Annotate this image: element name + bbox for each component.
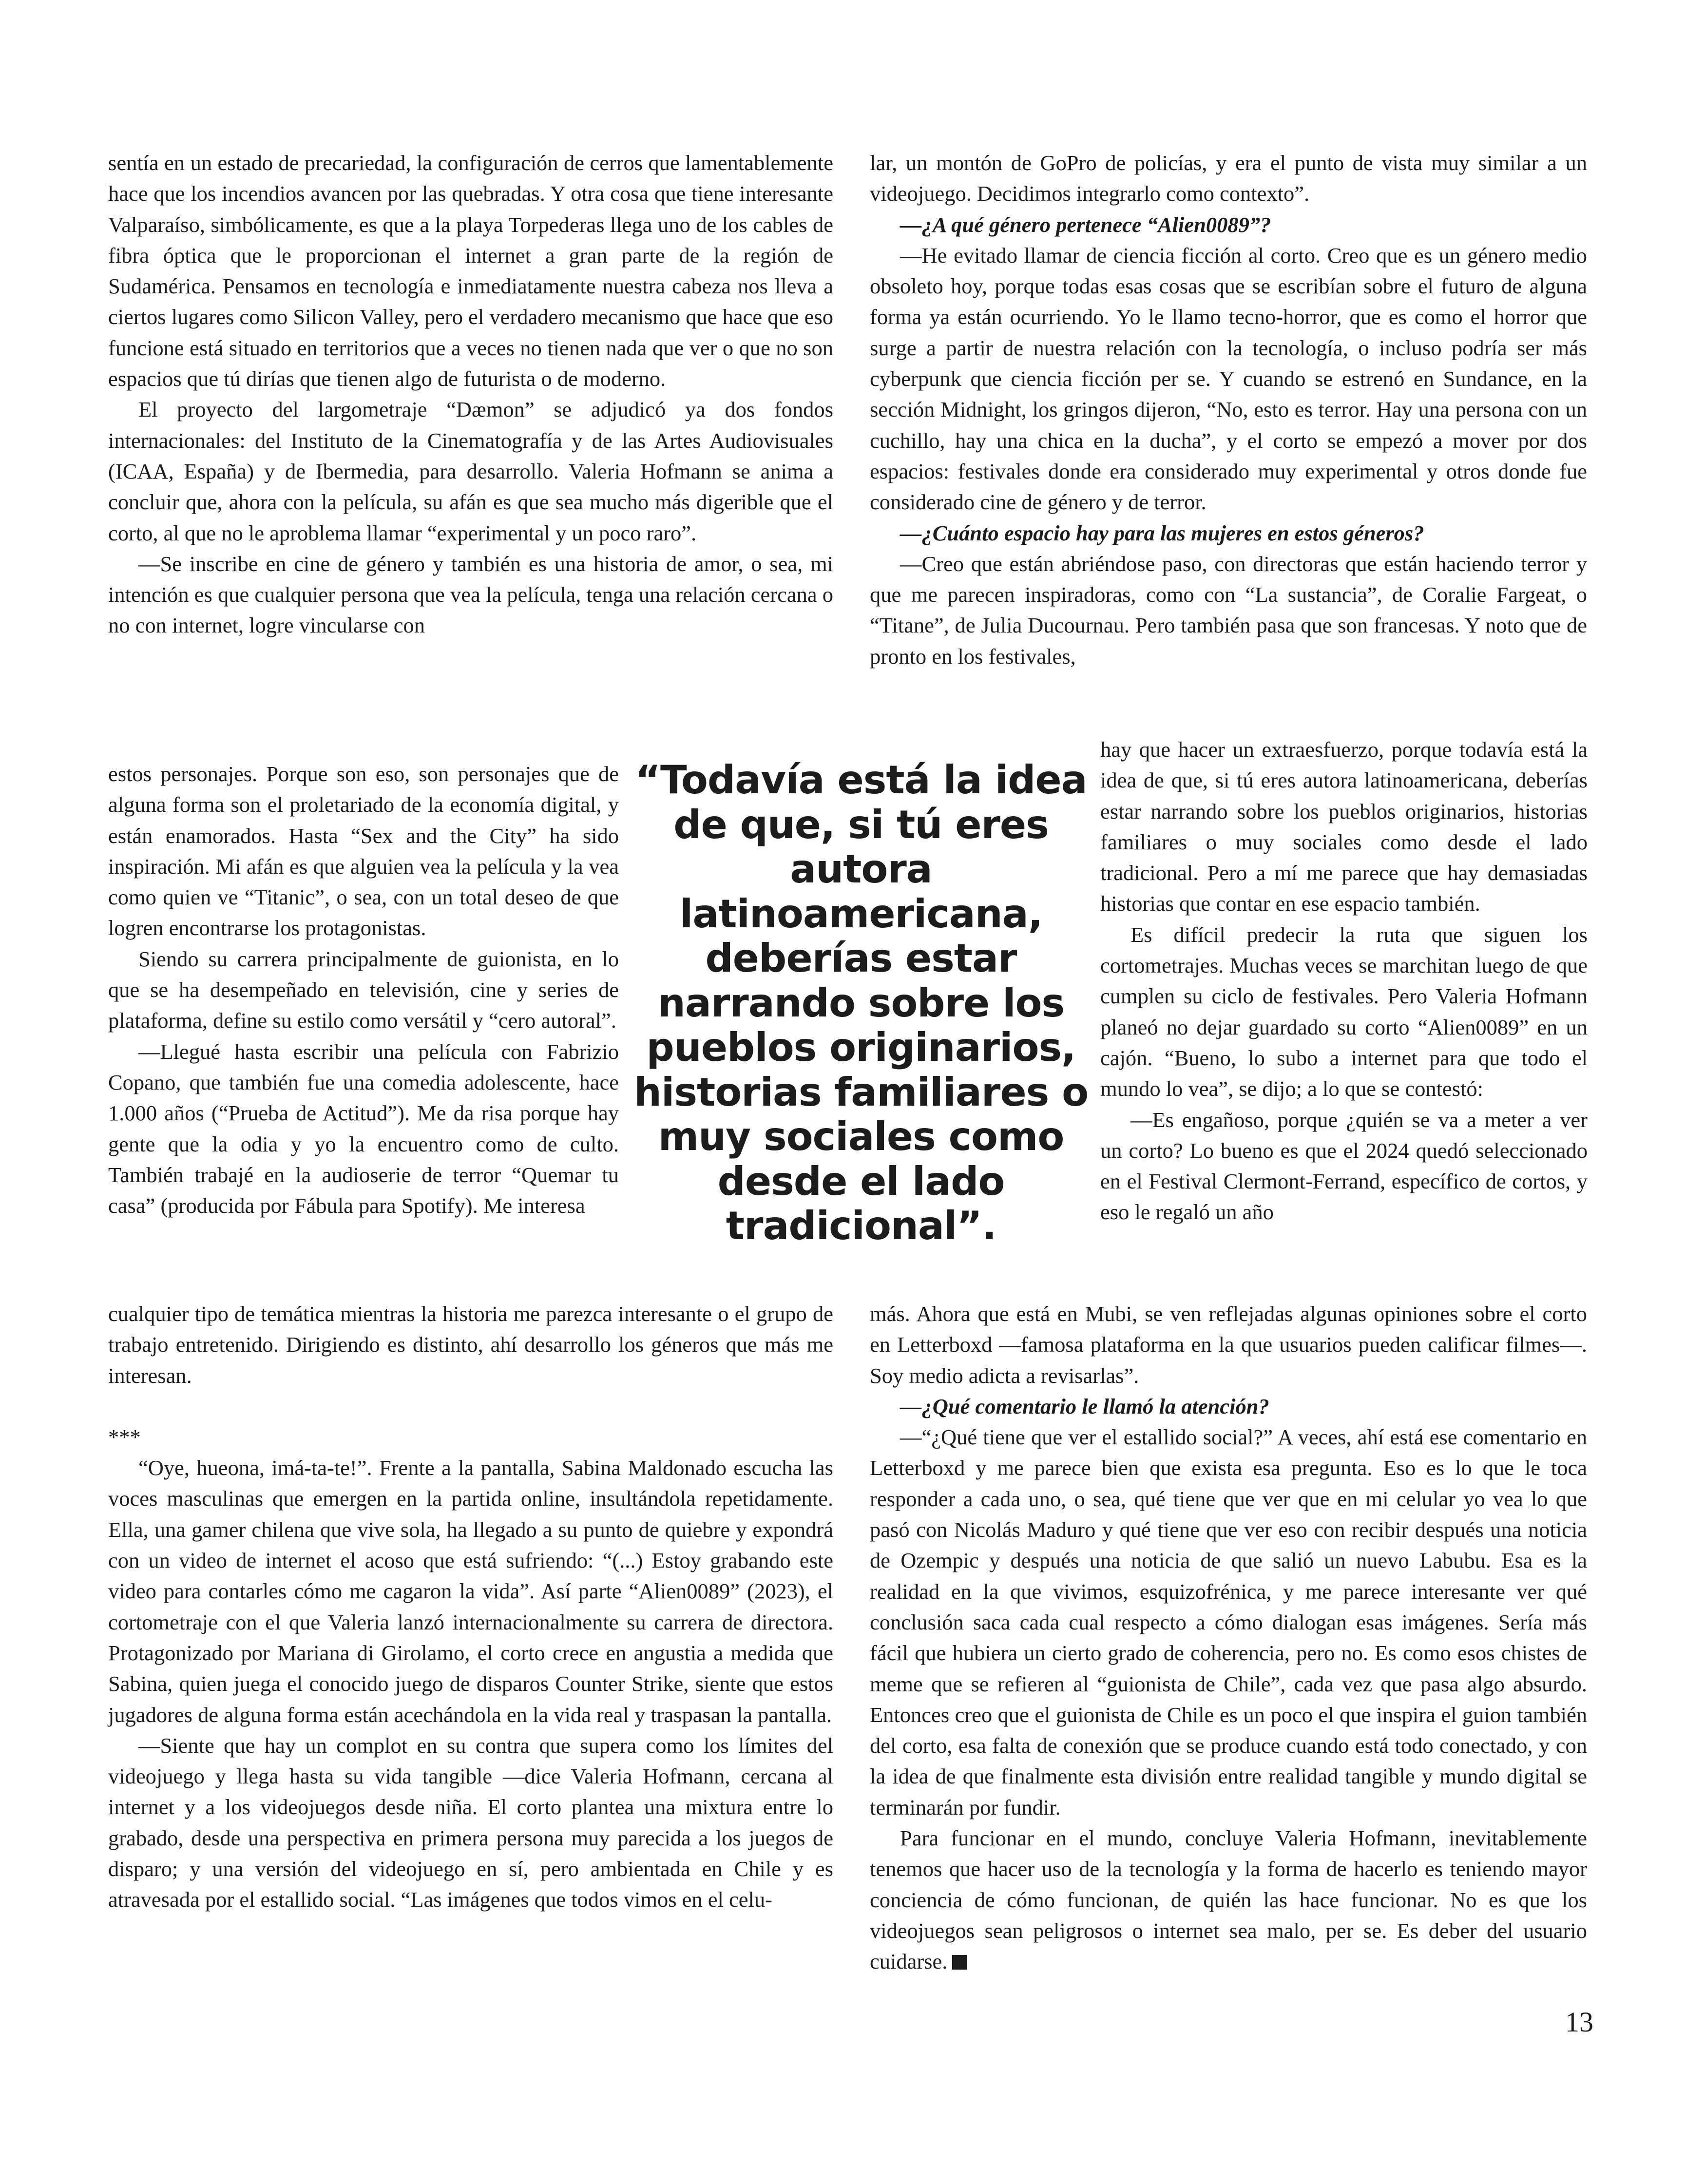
paragraph: más. Ahora que está en Mubi, se ven reflejadas algunas opiniones sobre el corto en Letterboxd —famosa plataforma en la que usuarios pueden calificar filmes—. Soy medio adicta a revisarlas”. [870,1302,1587,1388]
left-column-lower [108,1299,833,1916]
pull-quote: “Todavía está la idea de que, si tú eres autora latinoamericana, deberías estar narrando sobre los pueblos originarios, historias familiares o muy sociales como desde el lado tradicional”. [633,757,1089,1248]
interview-question: —¿Qué comentario le llamó la atención? [900,1394,1269,1418]
paragraph: —Se inscribe en cine de género y también es una historia de amor, o sea, mi intención es que cualquier persona que vea la película, tenga una relación cercana o no con internet, logre vincularse con [108,551,833,638]
paragraph: —He evitado llamar de ciencia ficción al corto. Creo que es un género medio obsoleto hoy, porque todas esas cosas que se escribían sobre el futuro de alguna forma ya están ocurriendo. Yo le llamo tecno-horror, que es como el horror que surge a partir de nuestra relación con la tecnología, o incluso podría ser más cyberpunk que ciencia ficción per se. Y cuando se estrenó en Sundance, en la sección Midnight, los gringos dijeron, “No, esto es terror. Hay una persona con un cuchillo, hay una chica en la ducha”, y el corto se empezó a mover por dos espacios: festivales donde era considerado muy experimental y otros donde fue considerado cine de género y de terror. [870,243,1587,515]
interview-question: —¿Cuánto espacio hay para las mujeres en estos géneros? [900,520,1424,545]
paragraph: —Siente que hay un complot en su contra que supera como los límites del videojuego y llega hasta su vida tangible —dice Valeria Hofmann, cercana al internet y a los videojuegos desde niña. El corto plantea una mixtura entre lo grabado, desde una perspectiva en primera persona muy parecida a los juegos de disparo; y una versión del videojuego en sí, pero ambientada en Chile y es atravesada por el estallido social. “Las imágenes que todos vimos en el celu- [108,1733,833,1912]
paragraph: —“¿Qué tiene que ver el estallido social?” A veces, ahí está ese comentario en Letterboxd y me parece bien que exista esa pregunta. Eso es lo que le toca responder a cada uno, o sea, qué tiene que ver que en mi celular yo vea lo que pasó con Nicolás Maduro y qué tiene que ver eso con recibir después una noticia de Ozempic y después una noticia de que salió un nuevo Labubu. Esa es la realidad en la que vivimos, esquizofrénica, y me parece interesante ver qué conclusión saca cada cual respecto a cómo dialogan esas imágenes. Sería más fácil que hubiera un cierto grado de coherencia, pero no. Es como esos chistes de meme que se refieren al “guionista de Chile”, cada vez que pasa algo absurdo. Entonces creo que el guionista de Chile es un poco el que inspira el guion también del corto, esa falta de conexión que se produce cuando está todo conectado, y con la idea de que finalmente esta división entre realidad tangible y mundo digital se terminarán por fundir. [870,1425,1587,1820]
interview-question: —¿A qué género pertenece “Alien0089”? [900,212,1271,237]
paragraph: sentía en un estado de precariedad, la configuración de cerros que lamentablemente hace que los incendios avancen por las quebradas. Y otra cosa que tiene interesante Valparaíso, simbólicamente, es que a la playa Torpederas llega uno de los cables de fibra óptica que le proporcionan el internet a gran parte de la región de Sudamérica. Pensamos en tecnología e inmediatamente nuestra cabeza nos lleva a ciertos lugares como Silicon Valley, pero el verdadero mecanismo que hace que eso funcione está situado en territorios que a veces no tienen nada que ver o que no son espacios que tú dirías que tienen algo de futurista o de moderno. [108,151,833,391]
left-column-narrow [108,759,619,1221]
paragraph: lar, un montón de GoPro de policías, y era el punto de vista muy similar a un videojuego. Decidimos integrarlo como contexto”. [870,151,1587,206]
paragraph: estos personajes. Porque son eso, son personajes que de alguna forma son el proletariado de la economía digital, y están enamorados. Hasta “Sex and the City” ha sido inspiración. Mi afán es que alguien vea la película y la vea como quien ve “Titanic”, o sea, con un total deseo de que logren encontrarse los protagonistas. [108,762,619,940]
left-column-upper [108,148,833,641]
paragraph [870,1823,1587,1977]
closing-paragraph-text: Para funcionar en el mundo, concluye Valeria Hofmann, inevitablemente tenemos que hacer uso de la tecnología y la forma de hacerlo es teniendo mayor conciencia de cómo funcionan, de quién las hace funcionar. No es que los videojuegos sean peligrosos o internet sea malo, per se. Es deber del usuario cuidarse. [870,1826,1587,1974]
paragraph: hay que hacer un extraesfuerzo, porque todavía está la idea de que, si tú eres autora latinoamericana, deberías estar narrando sobre los pueblos originarios, historias familiares o muy sociales como desde el lado tradicional. Pero a mí me parece que hay demasiadas historias que contar en ese espacio también. [1100,737,1588,916]
paragraph: —Es engañoso, porque ¿quién se va a meter a ver un corto? Lo bueno es que el 2024 quedó seleccionado en el Festival Clermont-Ferrand, específico de cortos, y eso le regaló un año [1100,1107,1588,1225]
paragraph: Siendo su carrera principalmente de guionista, en lo que se ha desempeñado en televisión, cine y series de plataforma, define su estilo como versátil y “cero autoral”. [108,946,619,1033]
paragraph: El proyecto del largometraje “Dæmon” se adjudicó ya dos fondos internacionales: del Instituto de la Cinematografía y de las Artes Audiovisuales (ICAA, España) y de Ibermedia, para desarrollo. Valeria Hofmann se anima a concluir que, ahora con la película, su afán es que sea mucho más digerible que el corto, al que no le aproblema llamar “experimental y un poco raro”. [108,397,833,545]
right-column-narrow [1100,734,1588,1228]
paragraph: cualquier tipo de temática mientras la historia me parezca interesante o el grupo de trabajo entretenido. Dirigiendo es distinto, ahí desarrollo los géneros que más me interesan. [108,1302,833,1388]
paragraph: “Oye, hueona, imá-ta-te!”. Frente a la pantalla, Sabina Maldonado escucha las voces masculinas que emergen en la partida online, insultándola repetidamente. Ella, una gamer chilena que vive sola, ha llegado a su punto de quiebre y expondrá con un video de internet el acoso que está sufriendo: “(...) Estoy grabando este video para contarles cómo me cagaron la vida”. Así parte “Alien0089” (2023), el cortometraje con el que Valeria lanzó internacionalmente su carrera de directora. Protagonizado por Mariana di Girolamo, el corto crece en angustia a medida que Sabina, quien juega el conocido juego de disparos Counter Strike, siente que estos jugadores de alguna forma están acechándola en la vida real y traspasan la pantalla. [108,1456,833,1727]
right-column-lower [870,1299,1587,1977]
section-separator: *** [108,1424,141,1449]
paragraph: Es difícil predecir la ruta que siguen los cortometrajes. Muchas veces se marchitan luego de que cumplen su ciclo de festivales. Pero Valeria Hofmann planeó no dejar guardado su corto “Alien0089” en un cajón. “Bueno, lo subo a internet para que todo el mundo lo vea”, se dijo; a lo que se contestó: [1100,922,1588,1101]
right-column-upper [870,148,1587,672]
page-number: 13 [1565,2006,1593,2038]
paragraph: —Llegué hasta escribir una película con Fabrizio Copano, que también fue una comedia adolescente, hace 1.000 años (“Prueba de Actitud”). Me da risa porque hay gente que la odia y yo la encuentro como de culto. También trabajé en la audioserie de terror “Quemar tu casa” (producida por Fábula para Spotify). Me interesa [108,1039,619,1218]
paragraph: —Creo que están abriéndose paso, con directoras que están haciendo terror y que me parecen inspiradoras, como con “La sustancia”, de Coralie Fargeat, o “Titane”, de Julia Ducournau. Pero también pasa que son francesas. Y noto que de pronto en los festivales, [870,551,1587,669]
end-mark-icon [952,1955,967,1970]
